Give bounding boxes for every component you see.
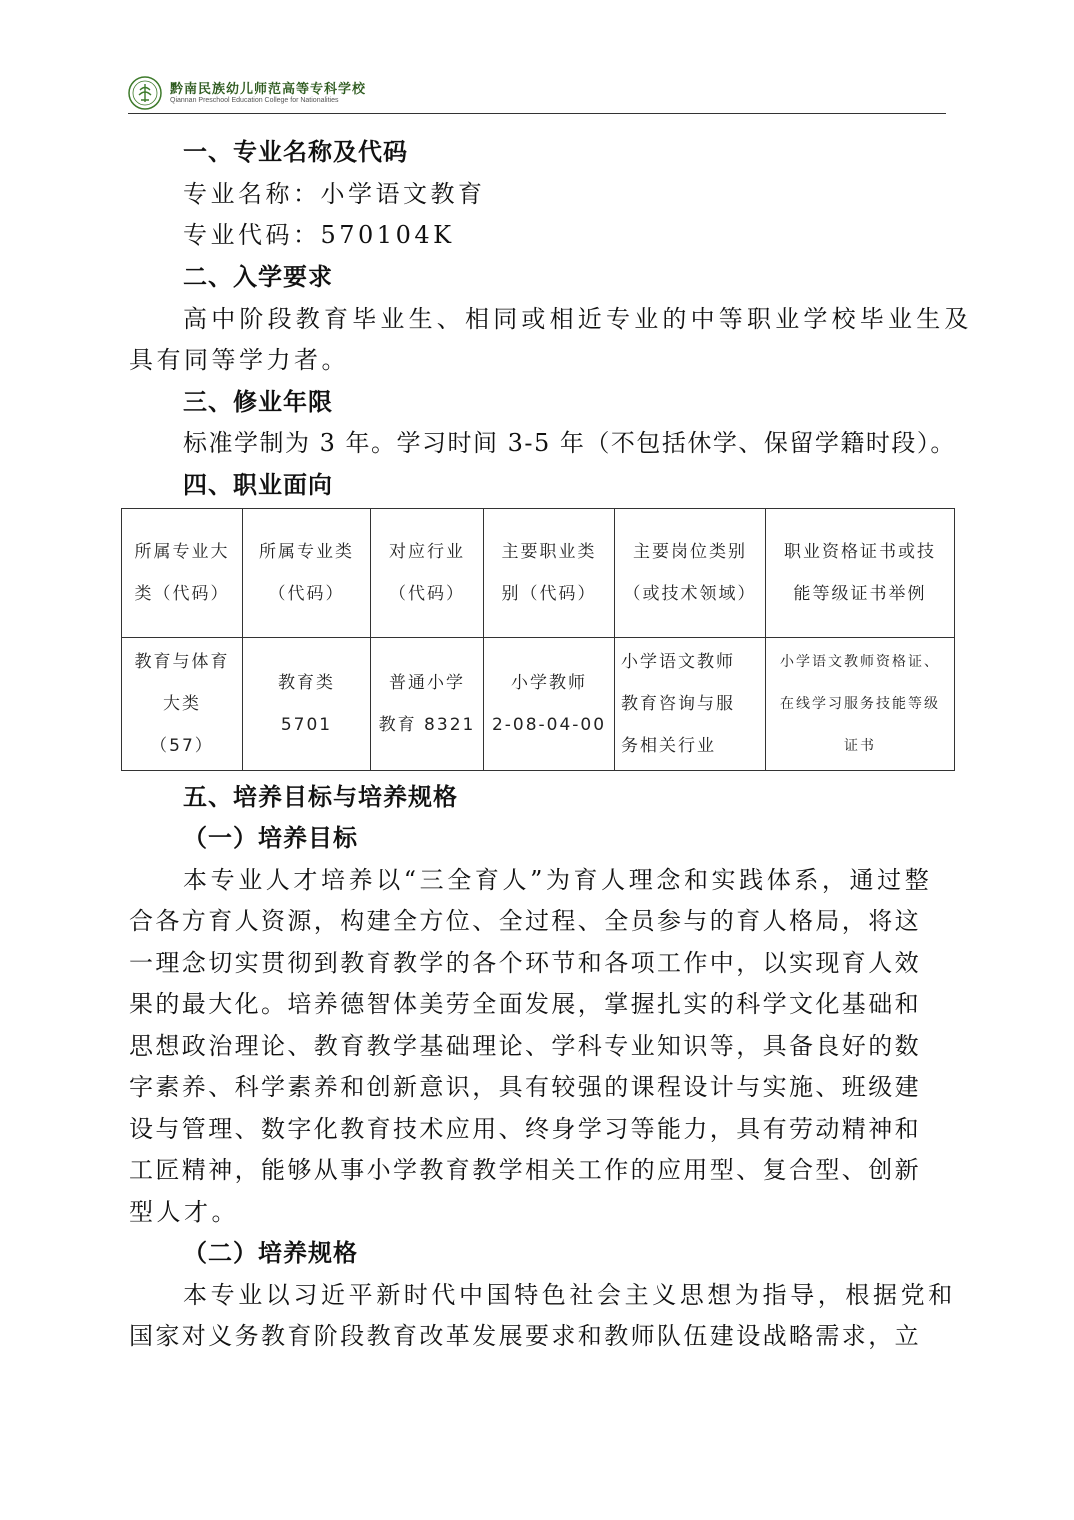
- goal-paragraph-line: 本专业人才培养以“三全育人”为育人理念和实践体系，通过整: [183, 866, 933, 894]
- school-name-cn: 黔南民族幼儿师范高等专科学校: [170, 82, 367, 97]
- spec-paragraph-line: 国家对义务教育阶段教育改革发展要求和教师队伍建设战略需求，立: [129, 1322, 921, 1350]
- section-5-2-title: （二）培养规格: [183, 1239, 358, 1267]
- section-5-1-title: （一）培养目标: [183, 824, 358, 852]
- major-name: 专业名称：小学语文教育: [183, 180, 486, 208]
- table-cell: 教育类 5701: [243, 638, 371, 771]
- goal-paragraph-line: 工匠精神，能够从事小学教育教学相关工作的应用型、复合型、创新: [129, 1156, 921, 1184]
- career-orientation-table: [121, 508, 955, 771]
- goal-paragraph-line: 型人才。: [129, 1198, 239, 1226]
- table-row: [122, 638, 955, 771]
- section-5-title: 五、培养目标与培养规格: [183, 783, 458, 811]
- table-header-cell: 对应行业 （代码）: [371, 509, 484, 638]
- table-header-cell: 所属专业大 类（代码）: [122, 509, 243, 638]
- section-2-title: 二、入学要求: [183, 263, 333, 291]
- goal-paragraph-line: 合各方育人资源，构建全方位、全过程、全员参与的育人格局，将这: [129, 907, 921, 935]
- section-3-title: 三、修业年限: [183, 388, 333, 416]
- table-header-cell: 主要职业类 别（代码）: [484, 509, 615, 638]
- table-header-cell: 所属专业类 （代码）: [243, 509, 371, 638]
- table-cell: 小学语文教师 教育咨询与服 务相关行业: [615, 638, 766, 771]
- table-cell: 小学语文教师资格证、 在线学习服务技能等级 证书: [766, 638, 955, 771]
- school-name-en: Qiannan Preschool Education College for Nationalities: [170, 97, 339, 104]
- goal-paragraph-line: 思想政治理论、教育教学基础理论、学科专业知识等，具备良好的数: [129, 1032, 921, 1060]
- header-divider: [128, 113, 946, 114]
- admission-text-1: 高中阶段教育毕业生、相同或相近专业的中等职业学校毕业生及: [183, 305, 973, 333]
- major-code: 专业代码：570104K: [183, 221, 455, 249]
- goal-paragraph-line: 果的最大化。培养德智体美劳全面发展，掌握扎实的科学文化基础和: [129, 990, 921, 1018]
- goal-paragraph-line: 一理念切实贯彻到教育教学的各个环节和各项工作中，以实现育人效: [129, 949, 921, 977]
- table-header-row: [122, 509, 955, 638]
- school-seal-icon: [128, 76, 162, 110]
- table-header-cell: 主要岗位类别 （或技术领域）: [615, 509, 766, 638]
- section-1-title: 一、专业名称及代码: [183, 138, 408, 166]
- document-header: [128, 70, 946, 114]
- duration-text: 标准学制为 3 年。学习时间 3-5 年（不包括休学、保留学籍时段）。: [183, 429, 956, 457]
- goal-paragraph-line: 设与管理、数字化教育技术应用、终身学习等能力，具有劳动精神和: [129, 1115, 921, 1143]
- admission-text-2: 具有同等学力者。: [129, 346, 349, 374]
- table-header-cell: 职业资格证书或技 能等级证书举例: [766, 509, 955, 638]
- table-cell: 小学教师 2-08-04-00: [484, 638, 615, 771]
- spec-paragraph-line: 本专业以习近平新时代中国特色社会主义思想为指导，根据党和: [183, 1281, 956, 1309]
- table-cell: 教育与体育 大类 （57）: [122, 638, 243, 771]
- section-4-title: 四、职业面向: [183, 471, 333, 499]
- table-cell: 普通小学 教育 8321: [371, 638, 484, 771]
- goal-paragraph-line: 字素养、科学素养和创新意识，具有较强的课程设计与实施、班级建: [129, 1073, 921, 1101]
